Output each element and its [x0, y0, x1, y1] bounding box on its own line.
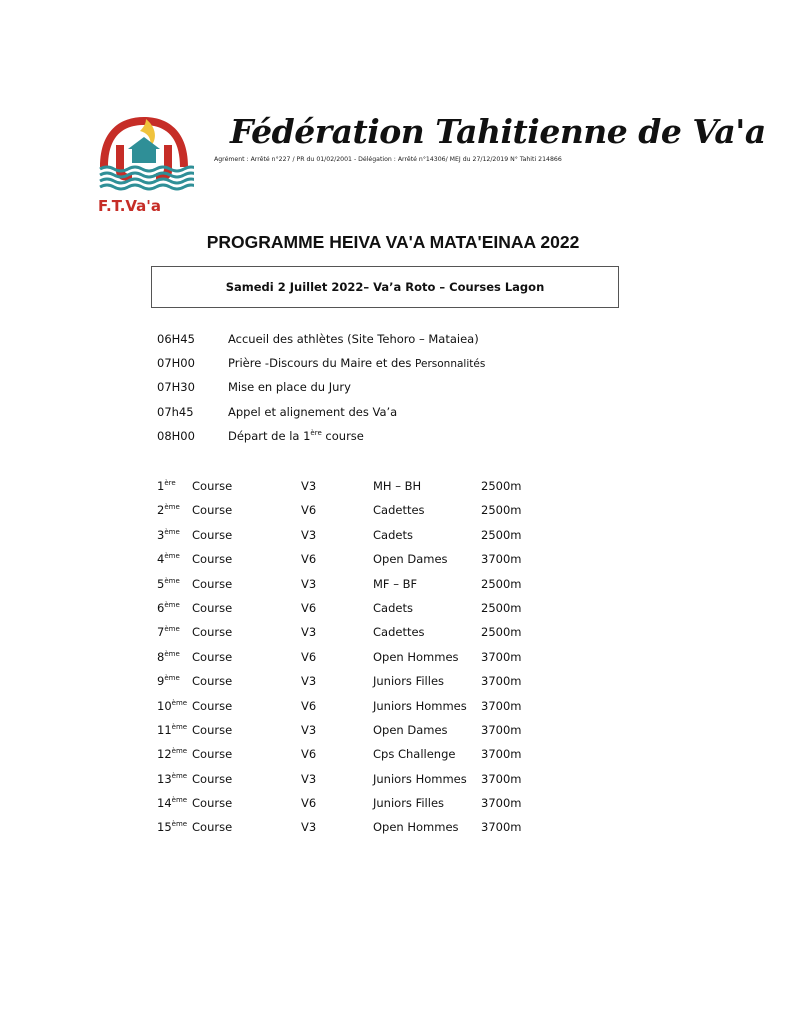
- schedule-row: [157, 380, 577, 404]
- race-list: [157, 479, 557, 845]
- schedule-desc: Appel et alignement des Va’a: [228, 404, 398, 419]
- ftv-logo-graphic: [94, 107, 194, 215]
- race-row: [157, 674, 557, 698]
- race-category: Cps Challenge: [373, 747, 456, 762]
- race-category: Open Dames: [373, 722, 448, 737]
- race-number-wrap: [157, 625, 180, 639]
- race-number: 6: [157, 600, 165, 615]
- race-category: Juniors Hommes: [373, 698, 467, 713]
- race-course: Course: [192, 674, 233, 689]
- race-number: 5: [157, 576, 165, 591]
- ftv-logo: [94, 107, 194, 215]
- race-number-wrap: [157, 650, 180, 664]
- race-category: Cadettes: [373, 503, 425, 518]
- race-row: [157, 747, 557, 771]
- race-number-wrap: [157, 820, 187, 834]
- race-distance: 3700m: [481, 674, 522, 689]
- race-number-wrap: [157, 747, 187, 761]
- race-number: 1: [157, 479, 165, 493]
- race-course: Course: [192, 479, 233, 493]
- race-number-suffix: ème: [164, 625, 180, 634]
- program-title: PROGRAMME HEIVA VA'A MATA'EINAA 2022: [206, 232, 580, 252]
- race-course: Course: [192, 552, 233, 567]
- race-number: 12: [157, 747, 172, 762]
- race-type: V3: [301, 722, 317, 737]
- race-number-suffix: ème: [171, 771, 188, 780]
- race-category: Cadets: [373, 600, 413, 615]
- race-number-wrap: [157, 503, 180, 517]
- race-course: Course: [192, 722, 233, 737]
- schedule-desc-small: Personnalités: [415, 358, 486, 371]
- race-number: 15: [157, 820, 172, 835]
- race-row: [157, 503, 557, 527]
- race-distance: 2500m: [481, 479, 522, 493]
- race-distance: 3700m: [481, 552, 522, 567]
- schedule-row: [157, 332, 577, 356]
- race-distance: 2500m: [481, 503, 522, 518]
- race-category: Cadettes: [373, 625, 425, 640]
- race-row: [157, 650, 557, 674]
- schedule-desc: Départ de la 1: [228, 428, 311, 443]
- race-category: MH – BH: [373, 479, 422, 493]
- race-row: [157, 796, 557, 820]
- schedule-row: [157, 429, 577, 453]
- schedule-desc-wrap: [228, 429, 364, 443]
- race-number: 3: [157, 527, 165, 542]
- date-box: [151, 266, 619, 308]
- logo-text: F.T.Va'a: [98, 197, 162, 215]
- race-distance: 3700m: [481, 649, 522, 664]
- race-number-suffix: ème: [171, 698, 188, 707]
- race-type: V3: [301, 820, 317, 835]
- race-number-suffix: ème: [164, 600, 180, 609]
- schedule-time: 07h45: [157, 404, 194, 419]
- race-type: V6: [301, 552, 317, 567]
- race-type: V3: [301, 771, 317, 786]
- race-category: Open Dames: [373, 552, 448, 567]
- race-number-suffix: ème: [164, 552, 180, 561]
- race-type: V3: [301, 674, 317, 689]
- race-number-wrap: [157, 528, 180, 542]
- race-row: [157, 601, 557, 625]
- race-type: V6: [301, 649, 317, 664]
- schedule-desc: Prière -Discours du Maire et des: [228, 356, 416, 371]
- race-number-suffix: ème: [164, 674, 180, 683]
- race-category: Juniors Hommes: [373, 771, 467, 786]
- race-row: [157, 552, 557, 576]
- race-course: Course: [192, 527, 233, 542]
- race-course: Course: [192, 698, 233, 713]
- race-number-suffix: ème: [164, 576, 180, 585]
- race-course: Course: [192, 503, 233, 518]
- race-type: V6: [301, 503, 317, 518]
- race-distance: 3700m: [481, 747, 522, 762]
- race-distance: 2500m: [481, 600, 522, 615]
- race-distance: 3700m: [481, 796, 522, 811]
- race-number-suffix: ème: [171, 796, 188, 805]
- race-course: Course: [192, 820, 233, 835]
- race-type: V3: [301, 576, 317, 591]
- race-number-wrap: [157, 796, 187, 810]
- race-type: V3: [301, 527, 317, 542]
- race-category: Juniors Filles: [373, 796, 445, 811]
- race-distance: 2500m: [481, 527, 522, 542]
- race-category: Open Hommes: [373, 820, 459, 835]
- schedule-row: [157, 405, 577, 429]
- race-number-wrap: [157, 552, 180, 566]
- schedule-time: 07H00: [157, 356, 195, 371]
- race-number-wrap: [157, 479, 176, 493]
- race-number-suffix: ème: [164, 503, 180, 512]
- race-category: Cadets: [373, 527, 413, 542]
- race-row: [157, 625, 557, 649]
- race-type: V6: [301, 796, 317, 811]
- race-row: [157, 479, 557, 503]
- race-row: [157, 723, 557, 747]
- race-type: V6: [301, 698, 317, 713]
- race-number: 9: [157, 674, 165, 689]
- race-number-wrap: [157, 577, 180, 591]
- race-number-suffix: ème: [171, 722, 188, 731]
- race-course: Course: [192, 649, 233, 664]
- schedule-desc: Mise en place du Jury: [228, 380, 351, 395]
- race-type: V6: [301, 747, 317, 762]
- race-course: Course: [192, 625, 233, 640]
- race-course: Course: [192, 747, 233, 762]
- schedule-row: [157, 356, 577, 380]
- race-course: Course: [192, 796, 233, 811]
- schedule-desc: Accueil des athlètes (Site Tehoro – Mataiea): [228, 332, 479, 346]
- race-row: [157, 772, 557, 796]
- schedule-desc-wrap: [228, 356, 485, 370]
- date-line: Samedi 2 Juillet 2022– Va’a Roto – Courses Lagon: [225, 280, 545, 294]
- race-number-wrap: [157, 674, 180, 688]
- race-category: Juniors Filles: [373, 674, 445, 689]
- race-type: V3: [301, 479, 317, 493]
- race-type: V6: [301, 600, 317, 615]
- federation-title: Fédération Tahitienne de Va'a: [230, 112, 766, 151]
- race-number: 14: [157, 796, 172, 811]
- race-number: 11: [157, 722, 172, 737]
- race-distance: 2500m: [481, 576, 522, 591]
- race-number: 2: [157, 503, 165, 518]
- race-type: V3: [301, 625, 317, 640]
- schedule-time: 08H00: [157, 428, 195, 443]
- race-number-suffix: ème: [164, 649, 180, 658]
- race-course: Course: [192, 600, 233, 615]
- race-number-suffix: ème: [171, 747, 188, 756]
- race-number: 7: [157, 625, 165, 640]
- schedule-sup: ère: [310, 428, 322, 437]
- schedule-time: 06H45: [157, 332, 195, 346]
- race-number-suffix: ème: [171, 820, 188, 829]
- race-row: [157, 820, 557, 844]
- race-distance: 3700m: [481, 722, 522, 737]
- race-number-wrap: [157, 601, 180, 615]
- schedule-list: [157, 332, 577, 453]
- race-number: 13: [157, 771, 172, 786]
- agrement-line: Agrément : Arrêté n°227 / PR du 01/02/2001 - Délégation : Arrêté n°14306/ MEJ du 27/12/2019 N° Tahiti 214866: [214, 156, 562, 163]
- race-number: 4: [157, 552, 165, 567]
- race-number: 8: [157, 649, 165, 664]
- schedule-time: 07H30: [157, 380, 195, 395]
- race-number-suffix: ème: [164, 527, 180, 536]
- race-distance: 2500m: [481, 625, 522, 640]
- race-row: [157, 528, 557, 552]
- race-distance: 3700m: [481, 698, 522, 713]
- race-category: Open Hommes: [373, 649, 459, 664]
- race-number-wrap: [157, 699, 187, 713]
- race-row: [157, 577, 557, 601]
- race-distance: 3700m: [481, 771, 522, 786]
- race-course: Course: [192, 576, 233, 591]
- race-number-wrap: [157, 772, 187, 786]
- race-number: 10: [157, 698, 172, 713]
- race-category: MF – BF: [373, 576, 418, 591]
- race-course: Course: [192, 771, 233, 786]
- race-number-wrap: [157, 723, 187, 737]
- race-number-suffix: ère: [164, 479, 176, 487]
- race-row: [157, 699, 557, 723]
- race-distance: 3700m: [481, 820, 522, 835]
- schedule-desc-after: course: [321, 428, 364, 443]
